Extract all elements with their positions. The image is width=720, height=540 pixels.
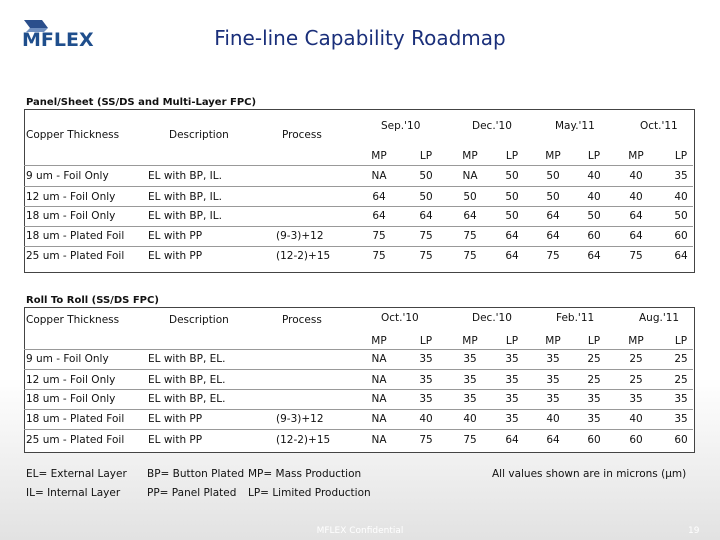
roll-row-4-value: 40 — [629, 413, 643, 425]
panel-row-1-value: NA — [371, 170, 387, 182]
panel-divider — [24, 206, 693, 207]
roll-row-2-value: 25 — [587, 374, 601, 386]
roll-sub-mp: MP — [628, 335, 644, 347]
panel-sub-lp: LP — [587, 150, 601, 162]
roll-row-3-value: 35 — [505, 393, 519, 405]
mflex-logo-text: MFLEX — [22, 29, 94, 51]
roll-row-3-value: 35 — [674, 393, 688, 405]
panel-sub-mp: MP — [628, 150, 644, 162]
panel-row-4-copper: 18 um - Plated Foil — [26, 230, 125, 242]
roll-row-3-value: 35 — [546, 393, 560, 405]
roll-row-5-description: EL with PP — [148, 434, 203, 446]
panel-period-2: Dec.'10 — [472, 120, 512, 132]
footer-confidential: MFLEX Confidential — [316, 526, 404, 536]
panel-row-3-value: 50 — [674, 210, 688, 222]
panel-period-4: Oct.'11 — [640, 120, 678, 132]
roll-row-4-value: NA — [371, 413, 387, 425]
legend-lp: LP= Limited Production — [248, 487, 371, 499]
roll-row-3-value: 35 — [463, 393, 477, 405]
roll-row-5-value: 60 — [629, 434, 643, 446]
roll-sub-lp: LP — [674, 335, 688, 347]
panel-row-1-value: 40 — [587, 170, 601, 182]
panel-row-1-value: 50 — [505, 170, 519, 182]
panel-row-5-value: 64 — [587, 250, 601, 262]
panel-row-1-description: EL with BP, IL. — [148, 170, 222, 182]
panel-row-4-value: 60 — [587, 230, 601, 242]
roll-row-3-value: NA — [371, 393, 387, 405]
roll-row-5-process: (12-2)+15 — [276, 434, 331, 446]
panel-row-4-value: 75 — [463, 230, 477, 242]
roll-row-1-description: EL with BP, EL. — [148, 353, 226, 365]
roll-row-2-description: EL with BP, EL. — [148, 374, 226, 386]
panel-row-3-value: 64 — [463, 210, 477, 222]
roll-row-4-copper: 18 um - Plated Foil — [26, 413, 125, 425]
roll-row-2-value: NA — [371, 374, 387, 386]
panel-row-3-description: EL with BP, IL. — [148, 210, 222, 222]
roll-row-5-value: 60 — [674, 434, 688, 446]
roll-row-2-value: 35 — [419, 374, 433, 386]
panel-divider — [24, 165, 693, 166]
panel-row-1-value: 40 — [629, 170, 643, 182]
panel-row-2-description: EL with BP, IL. — [148, 191, 222, 203]
roll-section-title: Roll To Roll (SS/DS FPC) — [26, 295, 159, 306]
roll-period-3: Feb.'11 — [556, 312, 595, 324]
panel-header-process: Process — [282, 129, 322, 141]
roll-row-2-value: 35 — [505, 374, 519, 386]
roll-row-2-copper: 12 um - Foil Only — [26, 374, 116, 386]
roll-row-3-copper: 18 um - Foil Only — [26, 393, 116, 405]
panel-divider — [24, 226, 693, 227]
roll-row-5-copper: 25 um - Plated Foil — [26, 434, 125, 446]
roll-row-5-value: 64 — [505, 434, 519, 446]
panel-row-1-value: 35 — [674, 170, 688, 182]
panel-section-title: Panel/Sheet (SS/DS and Multi-Layer FPC) — [26, 97, 257, 108]
panel-row-5-value: 75 — [629, 250, 643, 262]
roll-divider — [24, 349, 693, 350]
roll-row-3-description: EL with BP, EL. — [148, 393, 226, 405]
units-note: All values shown are in microns (µm) — [492, 468, 687, 480]
roll-row-5-value: 75 — [463, 434, 477, 446]
panel-divider — [24, 246, 693, 247]
roll-divider — [24, 409, 693, 410]
roll-sub-lp: LP — [587, 335, 601, 347]
roll-row-4-value: 40 — [419, 413, 433, 425]
roll-row-4-value: 40 — [463, 413, 477, 425]
roll-row-1-value: NA — [371, 353, 387, 365]
roll-row-1-value: 35 — [546, 353, 560, 365]
panel-row-1-value: 50 — [546, 170, 560, 182]
roll-row-4-value: 35 — [505, 413, 519, 425]
roll-row-4-process: (9-3)+12 — [276, 413, 324, 425]
panel-period-3: May.'11 — [555, 120, 595, 132]
panel-row-5-value: 64 — [505, 250, 519, 262]
roll-row-4-value: 35 — [674, 413, 688, 425]
panel-row-1-copper: 9 um - Foil Only — [26, 170, 109, 182]
panel-row-1-value: 50 — [419, 170, 433, 182]
panel-row-5-value: 75 — [546, 250, 560, 262]
panel-row-3-value: 50 — [587, 210, 601, 222]
panel-row-2-value: 40 — [629, 191, 643, 203]
roll-row-1-value: 25 — [674, 353, 688, 365]
panel-row-5-process: (12-2)+15 — [276, 250, 331, 262]
roll-sub-mp: MP — [545, 335, 561, 347]
roll-period-1: Oct.'10 — [381, 312, 419, 324]
roll-header-copper: Copper Thickness — [26, 314, 120, 326]
roll-row-2-value: 35 — [546, 374, 560, 386]
roll-sub-lp: LP — [505, 335, 519, 347]
panel-row-4-process: (9-3)+12 — [276, 230, 324, 242]
roll-header-description: Description — [169, 314, 229, 326]
roll-divider — [24, 389, 693, 390]
panel-row-3-value: 64 — [419, 210, 433, 222]
panel-row-4-description: EL with PP — [148, 230, 203, 242]
roll-row-3-value: 35 — [419, 393, 433, 405]
panel-row-2-value: 50 — [463, 191, 477, 203]
roll-row-5-value: NA — [371, 434, 387, 446]
roll-period-4: Aug.'11 — [639, 312, 680, 324]
panel-row-5-value: 64 — [674, 250, 688, 262]
panel-row-5-description: EL with PP — [148, 250, 203, 262]
panel-sub-lp: LP — [419, 150, 433, 162]
roll-row-2-value: 35 — [463, 374, 477, 386]
roll-row-1-value: 35 — [463, 353, 477, 365]
panel-row-2-value: 40 — [674, 191, 688, 203]
panel-row-3-value: 64 — [546, 210, 560, 222]
panel-header-copper: Copper Thickness — [26, 129, 120, 141]
roll-row-5-value: 64 — [546, 434, 560, 446]
panel-row-4-value: 60 — [674, 230, 688, 242]
roll-row-1-value: 25 — [587, 353, 601, 365]
panel-row-4-value: 64 — [629, 230, 643, 242]
roll-row-1-copper: 9 um - Foil Only — [26, 353, 109, 365]
roll-divider — [24, 369, 693, 370]
panel-row-4-value: 75 — [372, 230, 386, 242]
roll-row-4-value: 40 — [546, 413, 560, 425]
roll-row-1-value: 35 — [505, 353, 519, 365]
panel-row-4-value: 64 — [546, 230, 560, 242]
legend-il: IL= Internal Layer — [26, 487, 121, 499]
panel-sub-lp: LP — [505, 150, 519, 162]
panel-row-3-value: 64 — [629, 210, 643, 222]
roll-row-3-value: 35 — [587, 393, 601, 405]
roll-row-4-value: 35 — [587, 413, 601, 425]
panel-row-5-value: 75 — [463, 250, 477, 262]
roll-row-2-value: 25 — [674, 374, 688, 386]
page-number: 19 — [688, 526, 700, 536]
panel-row-3-copper: 18 um - Foil Only — [26, 210, 116, 222]
panel-sub-mp: MP — [545, 150, 561, 162]
roll-row-1-value: 25 — [629, 353, 643, 365]
panel-row-4-value: 75 — [419, 230, 433, 242]
panel-row-3-value: 64 — [372, 210, 386, 222]
roll-row-4-description: EL with PP — [148, 413, 203, 425]
panel-header-description: Description — [169, 129, 229, 141]
legend-el: EL= External Layer — [26, 468, 127, 480]
panel-period-1: Sep.'10 — [381, 120, 421, 132]
page-title: Fine-line Capability Roadmap — [214, 26, 506, 50]
panel-divider — [24, 186, 693, 187]
roll-sub-mp: MP — [371, 335, 387, 347]
roll-row-2-value: 25 — [629, 374, 643, 386]
roll-divider — [24, 429, 693, 430]
roll-row-5-value: 60 — [587, 434, 601, 446]
roll-sub-mp: MP — [462, 335, 478, 347]
roll-period-2: Dec.'10 — [472, 312, 512, 324]
panel-sub-lp: LP — [674, 150, 688, 162]
panel-row-4-value: 64 — [505, 230, 519, 242]
legend-bp: BP= Button Plated — [147, 468, 245, 480]
panel-row-3-value: 50 — [505, 210, 519, 222]
panel-row-5-value: 75 — [372, 250, 386, 262]
roll-row-5-value: 75 — [419, 434, 433, 446]
panel-row-2-value: 50 — [505, 191, 519, 203]
roll-sub-lp: LP — [419, 335, 433, 347]
panel-row-2-copper: 12 um - Foil Only — [26, 191, 116, 203]
panel-row-1-value: NA — [462, 170, 478, 182]
legend-mp: MP= Mass Production — [248, 468, 362, 480]
roll-row-1-value: 35 — [419, 353, 433, 365]
panel-sub-mp: MP — [371, 150, 387, 162]
panel-row-2-value: 40 — [587, 191, 601, 203]
legend-pp: PP= Panel Plated — [147, 487, 237, 499]
panel-row-2-value: 64 — [372, 191, 386, 203]
roll-header-process: Process — [282, 314, 322, 326]
panel-sub-mp: MP — [462, 150, 478, 162]
panel-row-5-value: 75 — [419, 250, 433, 262]
panel-row-2-value: 50 — [546, 191, 560, 203]
panel-row-2-value: 50 — [419, 191, 433, 203]
panel-row-5-copper: 25 um - Plated Foil — [26, 250, 125, 262]
roll-row-3-value: 35 — [629, 393, 643, 405]
